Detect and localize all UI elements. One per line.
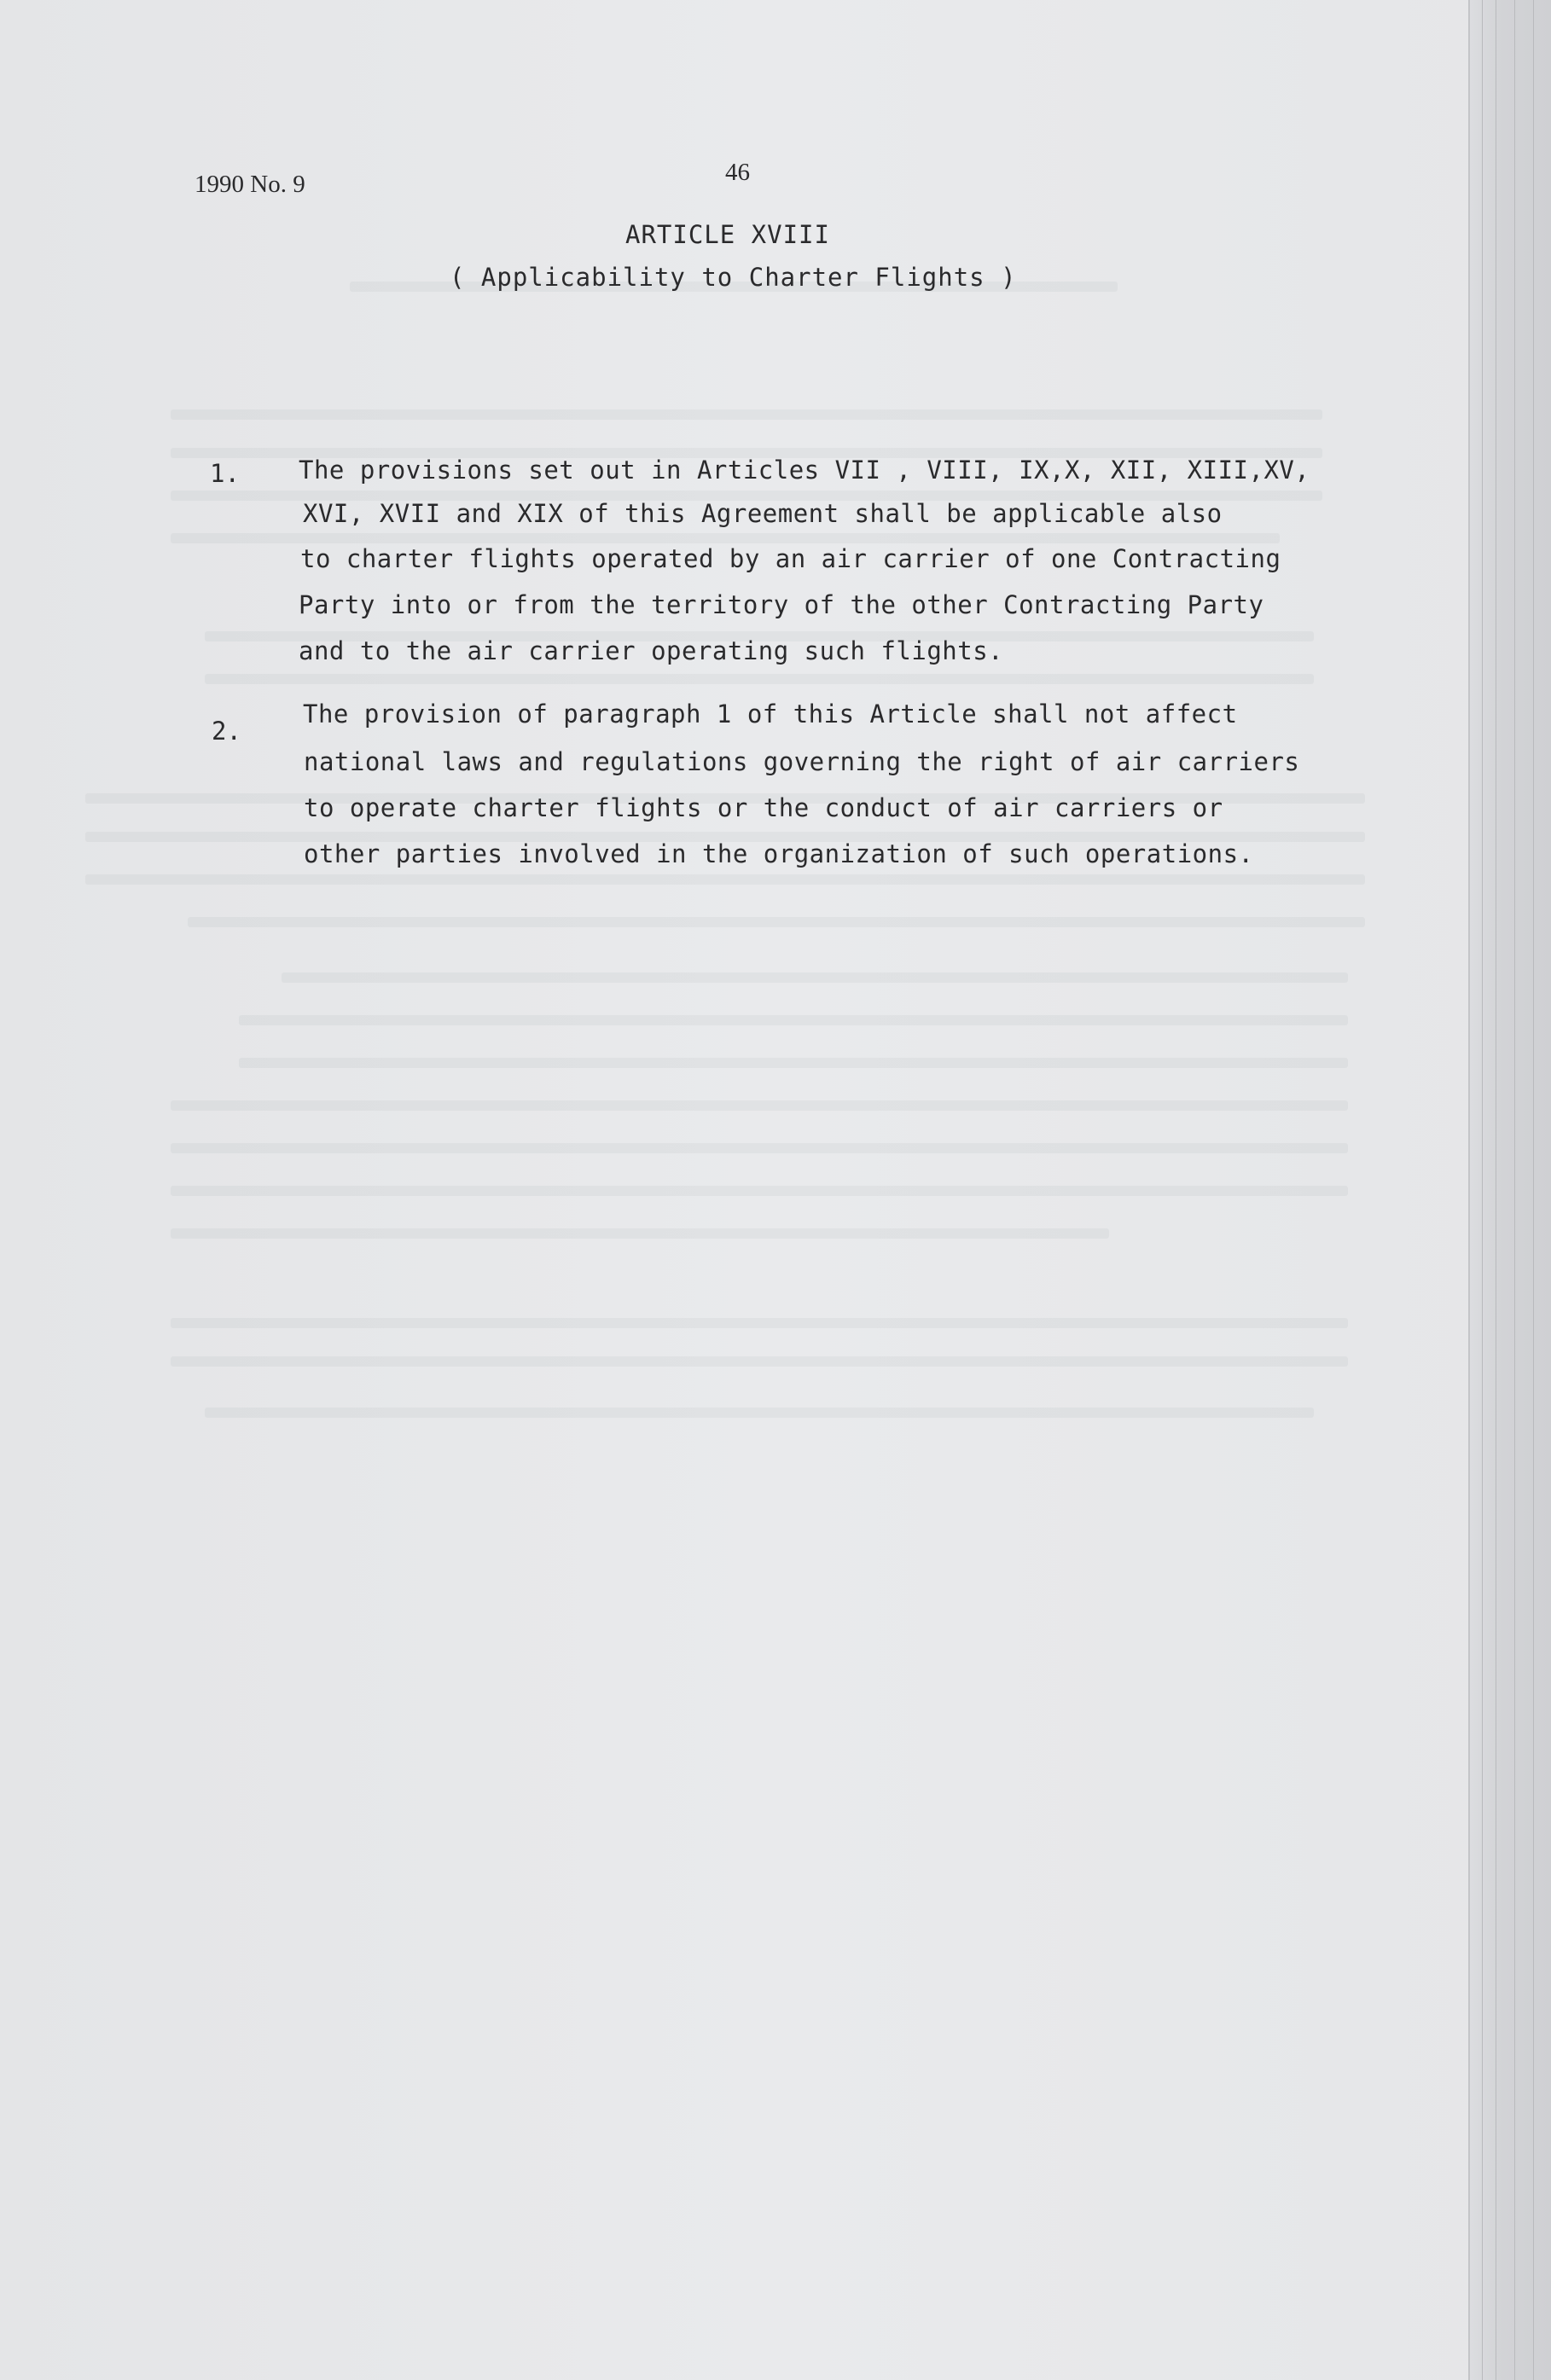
article-subtitle: ( Applicability to Charter Flights ) [450, 263, 1017, 292]
paragraph-line: to operate charter flights or the conduct of air carriers or [304, 793, 1223, 822]
header-year-number: 1990 No. 9 [195, 171, 305, 198]
paragraph-line: XVI, XVII and XIX of this Agreement shall be applicable also [303, 499, 1223, 528]
page-number: 46 [725, 159, 750, 186]
article-title: ARTICLE XVIII [625, 220, 830, 249]
paragraph-number: 1. [210, 459, 240, 488]
book-binding-edge [1468, 0, 1551, 2380]
paragraph-number: 2. [212, 717, 241, 746]
paragraph-line: The provisions set out in Articles VII , VIII, IX,X, XII, XIII,XV, [299, 456, 1310, 485]
paragraph-line: Party into or from the territory of the other Contracting Party [299, 590, 1264, 619]
paragraph-line: and to the air carrier operating such flights. [299, 636, 1004, 665]
paragraph-line: national laws and regulations governing the right of air carriers [304, 747, 1300, 776]
paragraph-line: The provision of paragraph 1 of this Article shall not affect [303, 699, 1238, 729]
paragraph-line: to charter flights operated by an air carrier of one Contracting [300, 544, 1281, 573]
paragraph-line: other parties involved in the organization of such operations. [304, 839, 1254, 868]
